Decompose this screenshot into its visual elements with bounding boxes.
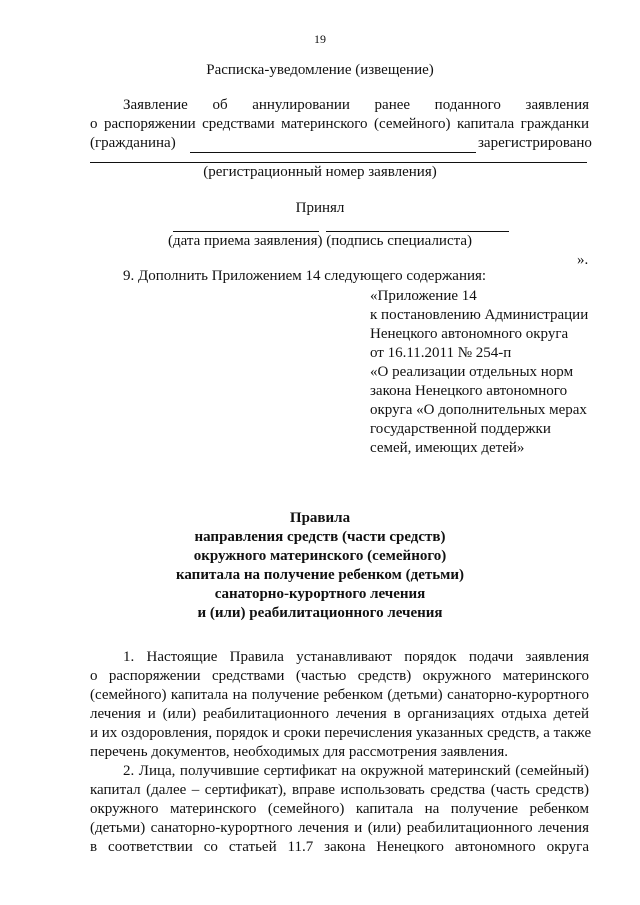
appendix-header-line: «Приложение 14 <box>370 288 477 304</box>
appendix-header-line: закона Ненецкого автономного <box>370 383 568 399</box>
appendix-header-line: округа «О дополнительных мерах <box>370 402 587 418</box>
appendix-header-line: государственной поддержки <box>370 421 551 437</box>
registration-number-line <box>90 162 587 163</box>
receipt-title: Расписка-уведомление (извещение) <box>206 62 434 78</box>
paragraph-line: (семейного) капитала на получение ребенком (детьми) санаторно-курортного <box>90 687 589 703</box>
paragraph-line: капитал (далее – сертификат), вправе использовать средства (часть средств) <box>90 782 589 798</box>
receipt-line-3-right: зарегистрировано <box>478 135 592 151</box>
signature-line <box>326 231 509 232</box>
registration-number-caption: (регистрационный номер заявления) <box>203 164 437 180</box>
date-line <box>173 231 319 232</box>
paragraph-line: (детьми) санаторно-курортного лечения и (или) реабилитационного лечения <box>90 820 589 836</box>
applicant-name-line <box>190 152 476 153</box>
receipt-line-2: о распоряжении средствами материнского (семейного) капитала гражданки <box>90 116 589 132</box>
item-9-text: 9. Дополнить Приложением 14 следующего содержания: <box>123 268 487 284</box>
appendix-header-line: семей, имеющих детей» <box>370 440 525 456</box>
rules-title <box>0 509 640 623</box>
closing-quote: ». <box>577 252 589 268</box>
rules-title-line: и (или) реабилитационного лечения <box>197 605 443 621</box>
appendix-header-line: к постановлению Администрации <box>370 307 589 323</box>
paragraph-line: о распоряжении средствами (частью средств) окружного материнского <box>90 668 589 684</box>
rules-title-line: санаторно-курортного лечения <box>214 586 426 602</box>
rules-title-line: Правила <box>289 510 351 526</box>
paragraph-line: 1. Настоящие Правила устанавливают порядок подачи заявления <box>123 649 589 665</box>
paragraph-line: окружного материнского (семейного) капитала на получение ребенком <box>90 801 589 817</box>
paragraph-line: перечень документов, необходимых для рассмотрения заявления. <box>90 744 508 760</box>
appendix-header-line: Ненецкого автономного округа <box>370 326 569 342</box>
accepted-label: Принял <box>295 200 345 216</box>
paragraph-line: лечения и (или) реабилитационного лечения в организациях отдыха детей <box>90 706 589 722</box>
appendix-header <box>370 287 588 458</box>
rules-title-line: капитала на получение ребенком (детьми) <box>175 567 465 583</box>
date-signature-caption: (дата приема заявления) (подпись специалиста) <box>167 233 473 249</box>
rules-title-line: окружного материнского (семейного) <box>193 548 447 564</box>
paragraph-line: в соответствии со статьей 11.7 закона Ненецкого автономного округа <box>90 839 589 855</box>
page-number: 19 <box>314 32 326 46</box>
appendix-header-line: «О реализации отдельных норм <box>370 364 574 380</box>
paragraph-line: 2. Лица, получившие сертификат на окружной материнский (семейный) <box>123 763 589 779</box>
rules-title-line: направления средств (части средств) <box>194 529 446 545</box>
receipt-line-1: Заявление об аннулировании ранее поданного заявления <box>123 97 589 113</box>
receipt-line-3-left: (гражданина) <box>90 135 176 151</box>
appendix-header-line: от 16.11.2011 № 254-п <box>370 345 512 361</box>
paragraph-line: и их оздоровления, порядок и сроки перечисления указанных средств, а также <box>90 725 592 741</box>
